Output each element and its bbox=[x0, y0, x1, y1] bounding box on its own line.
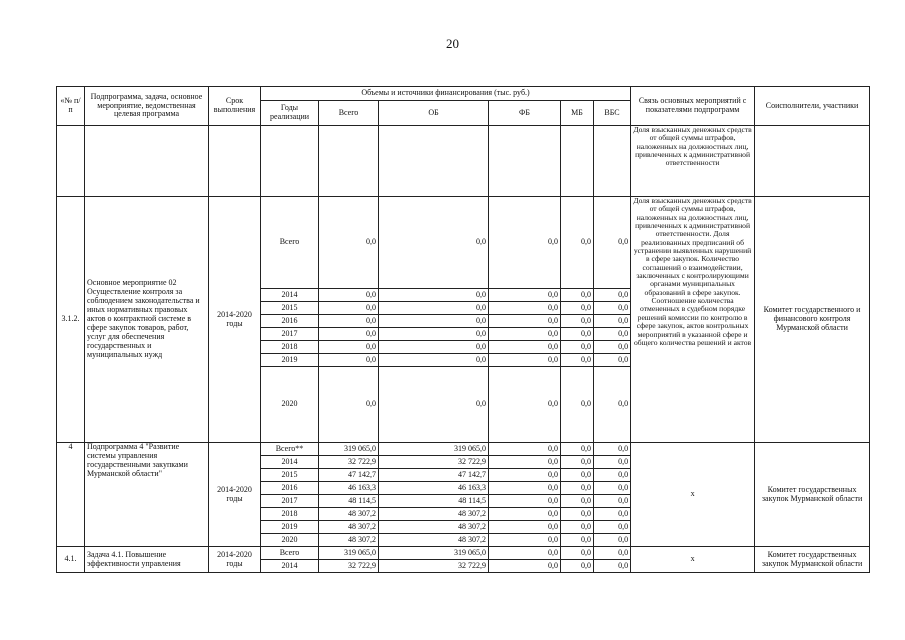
vbs-cell: 0,0 bbox=[594, 560, 631, 573]
fb-cell: 0,0 bbox=[489, 482, 561, 495]
mb-cell: 0,0 bbox=[561, 469, 594, 482]
header-num: «№ п/п bbox=[57, 87, 85, 126]
vbs-cell: 0,0 bbox=[594, 367, 631, 443]
total-cell: 0,0 bbox=[319, 197, 379, 289]
year-cell: 2014 bbox=[261, 456, 319, 469]
table-header bbox=[57, 87, 870, 126]
table-row bbox=[57, 547, 870, 560]
ob-cell: 0,0 bbox=[379, 315, 489, 328]
financing-table bbox=[56, 86, 870, 573]
subprogram-name: Подпрограмма 4 "Развитие системы управления государственными закупками Мурманской области" bbox=[85, 443, 209, 547]
ob-cell: 48 307,2 bbox=[379, 508, 489, 521]
ob-cell: 48 307,2 bbox=[379, 534, 489, 547]
vbs-cell: 0,0 bbox=[594, 521, 631, 534]
year-cell: 2015 bbox=[261, 469, 319, 482]
year-cell: 2016 bbox=[261, 482, 319, 495]
mb-cell: 0,0 bbox=[561, 341, 594, 354]
measure-link-text: Доля взысканных денежных средств от общей суммы штрафов, наложенных на должностных лиц, привлеченных к административной ответственности. Доля реализованных предписаний об устранении выявленных нарушений в сфере закупок. Количество соглашений о взаимодействии, заключенных с контролирующими органами муниципальных образований в сфере закупок. Соотношение количества отмененных в судебном порядке решений комиссии по контролю в сфере закупок, актов контрольных мероприятий в указанной сфере и общего количества решений и актов bbox=[631, 197, 755, 443]
total-cell: 319 065,0 bbox=[319, 443, 379, 456]
row-num: 4 bbox=[57, 443, 85, 547]
header-financing: Объемы и источники финансирования (тыс. руб.) bbox=[261, 87, 631, 101]
subprogram-link: x bbox=[631, 443, 755, 547]
mb-cell: 0,0 bbox=[561, 495, 594, 508]
fb-cell: 0,0 bbox=[489, 302, 561, 315]
total-cell: 0,0 bbox=[319, 341, 379, 354]
mb-cell: 0,0 bbox=[561, 328, 594, 341]
row-num: 3.1.2. bbox=[57, 197, 85, 443]
year-cell: 2018 bbox=[261, 341, 319, 354]
total-cell: 32 722,9 bbox=[319, 560, 379, 573]
header-mb: МБ bbox=[561, 101, 594, 126]
mb-cell: 0,0 bbox=[561, 315, 594, 328]
year-cell: 2019 bbox=[261, 521, 319, 534]
ob-cell: 0,0 bbox=[379, 341, 489, 354]
year-cell: Всего** bbox=[261, 443, 319, 456]
measure-name: Основное мероприятие 02 Осуществление контроля за соблюдением законодательства и иных нормативных правовых актов о контрактной системе в сфере закупок товаров, работ, услуг для обеспечения государственных и муниципальных нужд bbox=[85, 197, 209, 443]
task-name: Задача 4.1. Повышение эффективности управления bbox=[85, 547, 209, 573]
vbs-cell: 0,0 bbox=[594, 495, 631, 508]
header-link: Связь основных мероприятий с показателями подпрограмм bbox=[631, 87, 755, 126]
total-cell: 0,0 bbox=[319, 289, 379, 302]
vbs-cell: 0,0 bbox=[594, 534, 631, 547]
fb-cell: 0,0 bbox=[489, 443, 561, 456]
year-cell: Всего bbox=[261, 197, 319, 289]
vbs-cell: 0,0 bbox=[594, 302, 631, 315]
mb-cell: 0,0 bbox=[561, 534, 594, 547]
header-vbs: ВБС bbox=[594, 101, 631, 126]
table-row bbox=[57, 197, 870, 289]
mb-cell: 0,0 bbox=[561, 547, 594, 560]
vbs-cell: 0,0 bbox=[594, 547, 631, 560]
ob-cell: 0,0 bbox=[379, 354, 489, 367]
ob-cell: 32 722,9 bbox=[379, 560, 489, 573]
ob-cell: 48 114,5 bbox=[379, 495, 489, 508]
fb-cell: 0,0 bbox=[489, 354, 561, 367]
vbs-cell: 0,0 bbox=[594, 341, 631, 354]
task-executor: Комитет государственных закупок Мурманской области bbox=[755, 547, 870, 573]
mb-cell: 0,0 bbox=[561, 289, 594, 302]
fb-cell: 0,0 bbox=[489, 547, 561, 560]
header-ob: ОБ bbox=[379, 101, 489, 126]
fb-cell: 0,0 bbox=[489, 367, 561, 443]
year-cell: 2018 bbox=[261, 508, 319, 521]
fb-cell: 0,0 bbox=[489, 197, 561, 289]
mb-cell: 0,0 bbox=[561, 354, 594, 367]
vbs-cell: 0,0 bbox=[594, 354, 631, 367]
total-cell: 0,0 bbox=[319, 367, 379, 443]
mb-cell: 0,0 bbox=[561, 367, 594, 443]
page-number: 20 bbox=[446, 36, 459, 51]
mb-cell: 0,0 bbox=[561, 482, 594, 495]
vbs-cell: 0,0 bbox=[594, 482, 631, 495]
total-cell: 47 142,7 bbox=[319, 469, 379, 482]
subprogram-executor: Комитет государственных закупок Мурманской области bbox=[755, 443, 870, 547]
task-link: x bbox=[631, 547, 755, 573]
total-cell: 46 163,3 bbox=[319, 482, 379, 495]
header-fb: ФБ bbox=[489, 101, 561, 126]
ob-cell: 47 142,7 bbox=[379, 469, 489, 482]
vbs-cell: 0,0 bbox=[594, 289, 631, 302]
header-executors: Соисполнители, участники bbox=[755, 87, 870, 126]
mb-cell: 0,0 bbox=[561, 521, 594, 534]
header-total: Всего bbox=[319, 101, 379, 126]
subprogram-term: 2014-2020 годы bbox=[209, 443, 261, 547]
header-years: Годы реализации bbox=[261, 101, 319, 126]
fb-cell: 0,0 bbox=[489, 289, 561, 302]
header-subprogram: Подпрограмма, задача, основное мероприятие, ведомственная целевая программа bbox=[85, 87, 209, 126]
ob-cell: 0,0 bbox=[379, 302, 489, 315]
measure-term: 2014-2020 годы bbox=[209, 197, 261, 443]
ob-cell: 32 722,9 bbox=[379, 456, 489, 469]
vbs-cell: 0,0 bbox=[594, 469, 631, 482]
task-term: 2014-2020 годы bbox=[209, 547, 261, 573]
year-cell: 2017 bbox=[261, 328, 319, 341]
year-cell: 2020 bbox=[261, 367, 319, 443]
mb-cell: 0,0 bbox=[561, 197, 594, 289]
total-cell: 32 722,9 bbox=[319, 456, 379, 469]
year-cell: 2015 bbox=[261, 302, 319, 315]
total-cell: 48 307,2 bbox=[319, 534, 379, 547]
ob-cell: 0,0 bbox=[379, 367, 489, 443]
mb-cell: 0,0 bbox=[561, 560, 594, 573]
ob-cell: 0,0 bbox=[379, 289, 489, 302]
year-cell: 2016 bbox=[261, 315, 319, 328]
fb-cell: 0,0 bbox=[489, 469, 561, 482]
vbs-cell: 0,0 bbox=[594, 328, 631, 341]
fb-cell: 0,0 bbox=[489, 495, 561, 508]
year-cell: 2020 bbox=[261, 534, 319, 547]
measure-executor: Комитет государственного и финансового контроля Мурманской области bbox=[755, 197, 870, 443]
year-cell: 2017 bbox=[261, 495, 319, 508]
carry-over-row bbox=[57, 126, 870, 197]
fb-cell: 0,0 bbox=[489, 328, 561, 341]
table-row bbox=[57, 443, 870, 456]
total-cell: 48 307,2 bbox=[319, 508, 379, 521]
mb-cell: 0,0 bbox=[561, 456, 594, 469]
ob-cell: 319 065,0 bbox=[379, 547, 489, 560]
carry-link-text: Доля взысканных денежных средств от общей суммы штрафов, наложенных на должностных лиц, привлеченных к административной ответственности bbox=[631, 126, 755, 197]
total-cell: 0,0 bbox=[319, 354, 379, 367]
fb-cell: 0,0 bbox=[489, 508, 561, 521]
ob-cell: 46 163,3 bbox=[379, 482, 489, 495]
header-term: Срок выполнения bbox=[209, 87, 261, 126]
row-num: 4.1. bbox=[57, 547, 85, 573]
fb-cell: 0,0 bbox=[489, 456, 561, 469]
total-cell: 48 114,5 bbox=[319, 495, 379, 508]
ob-cell: 48 307,2 bbox=[379, 521, 489, 534]
mb-cell: 0,0 bbox=[561, 302, 594, 315]
fb-cell: 0,0 bbox=[489, 315, 561, 328]
total-cell: 319 065,0 bbox=[319, 547, 379, 560]
ob-cell: 0,0 bbox=[379, 197, 489, 289]
mb-cell: 0,0 bbox=[561, 443, 594, 456]
year-cell: Всего bbox=[261, 547, 319, 560]
fb-cell: 0,0 bbox=[489, 560, 561, 573]
fb-cell: 0,0 bbox=[489, 534, 561, 547]
ob-cell: 0,0 bbox=[379, 328, 489, 341]
total-cell: 48 307,2 bbox=[319, 521, 379, 534]
vbs-cell: 0,0 bbox=[594, 443, 631, 456]
mb-cell: 0,0 bbox=[561, 508, 594, 521]
vbs-cell: 0,0 bbox=[594, 456, 631, 469]
total-cell: 0,0 bbox=[319, 315, 379, 328]
vbs-cell: 0,0 bbox=[594, 508, 631, 521]
vbs-cell: 0,0 bbox=[594, 315, 631, 328]
year-cell: 2019 bbox=[261, 354, 319, 367]
total-cell: 0,0 bbox=[319, 302, 379, 315]
fb-cell: 0,0 bbox=[489, 521, 561, 534]
total-cell: 0,0 bbox=[319, 328, 379, 341]
ob-cell: 319 065,0 bbox=[379, 443, 489, 456]
year-cell: 2014 bbox=[261, 289, 319, 302]
year-cell: 2014 bbox=[261, 560, 319, 573]
fb-cell: 0,0 bbox=[489, 341, 561, 354]
vbs-cell: 0,0 bbox=[594, 197, 631, 289]
